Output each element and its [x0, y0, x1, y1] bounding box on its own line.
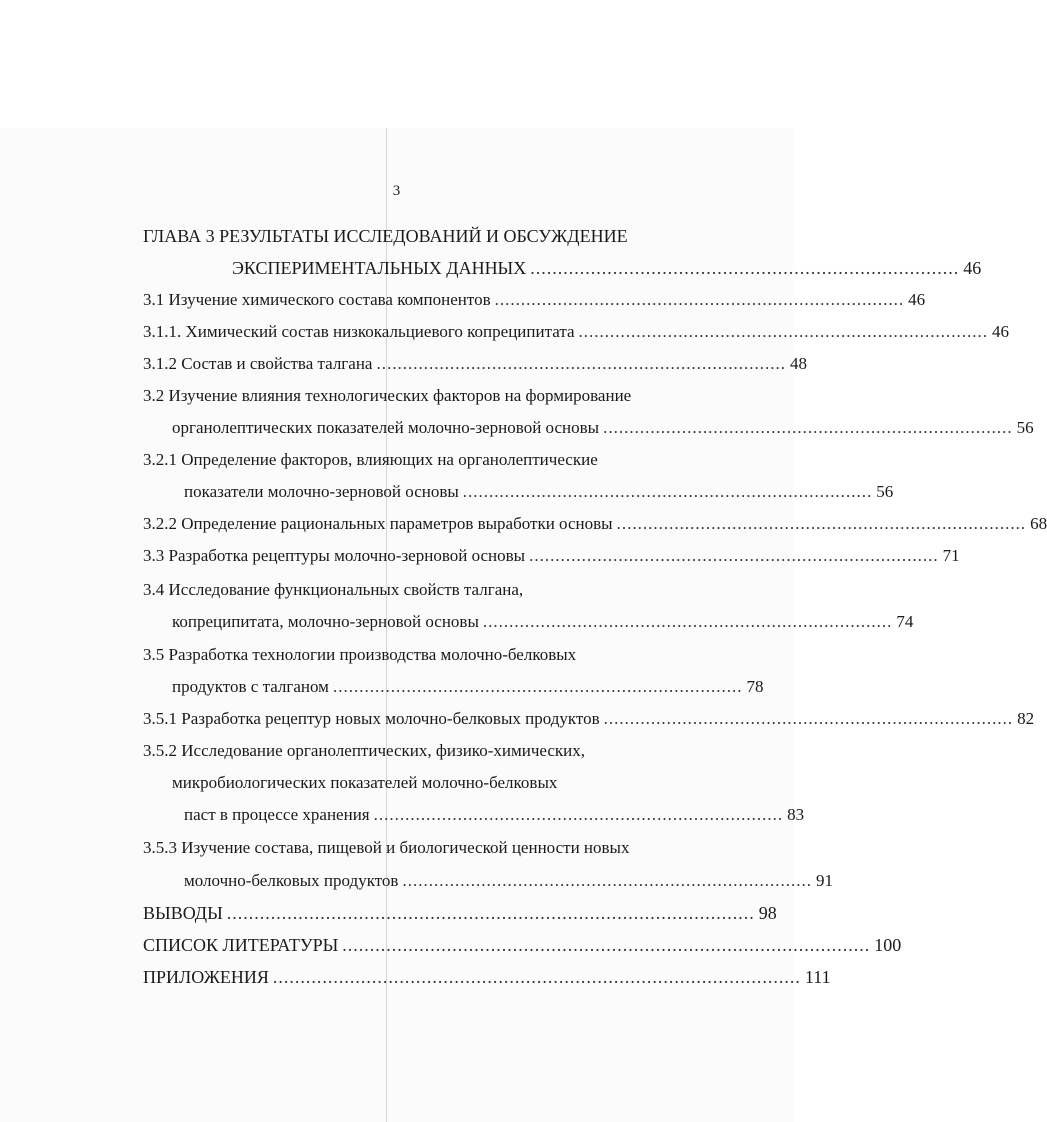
toc-page-number: 71 — [942, 546, 960, 565]
toc-entry-chapter[interactable] — [232, 258, 982, 286]
leader-dots: .............................................................................. — [616, 514, 1027, 533]
toc-page-number: 91 — [815, 871, 833, 890]
toc-title: микробиологических показателей молочно-белковых — [172, 773, 558, 792]
toc-title: показатели молочно-зерновой основы — [184, 482, 459, 501]
toc-title: 3.2 Изучение влияния технологических факторов на формирование — [143, 386, 632, 405]
toc-title: СПИСОК ЛИТЕРАТУРЫ — [143, 935, 339, 955]
toc-entry[interactable] — [143, 322, 1010, 350]
toc-entry[interactable] — [143, 935, 902, 963]
toc-entry[interactable] — [172, 612, 914, 640]
leader-dots: .............................................................................. — [332, 677, 743, 696]
leader-dots: ................................................................................................ — [342, 935, 871, 955]
leader-dots: ................................................................................................ — [272, 967, 801, 987]
toc-title: 3.3 Разработка рецептуры молочно-зерновой основы — [143, 546, 526, 565]
toc-entry[interactable] — [143, 354, 807, 382]
toc-title: 3.1.1. Химический состав низкокальциевого копреципитата — [143, 322, 575, 341]
toc-entry-line2 — [172, 773, 726, 801]
chapter-title: ГЛАВА 3 РЕЗУЛЬТАТЫ ИССЛЕДОВАНИЙ И ОБСУЖДЕНИЕ — [143, 226, 628, 246]
toc-title: 3.1 Изучение химического состава компонентов — [143, 290, 491, 309]
toc-page-number: 82 — [1017, 709, 1035, 728]
toc-entry[interactable] — [143, 967, 831, 995]
chapter-subtitle: ЭКСПЕРИМЕНТАЛЬНЫХ ДАННЫХ — [232, 258, 527, 278]
chapter-heading-line1 — [143, 226, 703, 254]
toc-title: 3.2.2 Определение рациональных параметров выработки основы — [143, 514, 613, 533]
toc-entry[interactable] — [184, 805, 805, 833]
leader-dots: .............................................................................. — [376, 354, 786, 373]
toc-entry[interactable] — [184, 482, 894, 510]
toc-title: копреципитата, молочно-зерновой основы — [172, 612, 479, 631]
toc-entry-line1 — [143, 838, 726, 866]
toc-title: 3.5 Разработка технологии производства молочно-белковых — [143, 645, 577, 664]
toc-page-number: 56 — [1016, 418, 1034, 437]
toc-page-number: 78 — [746, 677, 764, 696]
toc-title: ВЫВОДЫ — [143, 903, 223, 923]
toc-page-number: 48 — [789, 354, 807, 373]
toc-entry[interactable] — [143, 546, 960, 574]
toc-title: 3.5.2 Исследование органолептических, физико-химических, — [143, 741, 585, 760]
toc-title: паст в процессе хранения — [184, 805, 370, 824]
toc-title: ПРИЛОЖЕНИЯ — [143, 967, 269, 987]
toc-title: 3.5.1 Разработка рецептур новых молочно-белковых продуктов — [143, 709, 600, 728]
leader-dots: .............................................................................. — [494, 290, 905, 309]
toc-page-number: 100 — [874, 935, 902, 955]
toc-page-number: 98 — [758, 903, 777, 923]
toc-entry[interactable] — [143, 514, 1047, 542]
leader-dots: .............................................................................. — [529, 546, 939, 565]
toc-page-number: 68 — [1030, 514, 1047, 533]
toc-title: продуктов с талганом — [172, 677, 329, 696]
toc-page-number: 46 — [992, 322, 1010, 341]
toc-title: молочно-белковых продуктов — [184, 871, 399, 890]
leader-dots: .............................................................................. — [402, 871, 812, 890]
toc-entry-line1 — [143, 450, 726, 478]
leader-dots: .............................................................................. — [603, 709, 1014, 728]
toc-entry-line1 — [143, 645, 726, 673]
toc-page-number: 46 — [908, 290, 926, 309]
toc-entry[interactable] — [184, 871, 833, 899]
toc-entry-line1 — [143, 386, 726, 414]
leader-dots: .............................................................................. — [578, 322, 989, 341]
toc-title: 3.4 Исследование функциональных свойств талгана, — [143, 580, 524, 599]
leader-dots: .............................................................................. — [530, 258, 960, 278]
toc-page-number: 46 — [963, 258, 982, 278]
toc-page-number: 111 — [804, 967, 831, 987]
toc-page-number: 83 — [787, 805, 805, 824]
toc-entry[interactable] — [143, 903, 777, 931]
leader-dots: ................................................................................................ — [226, 903, 755, 923]
page-number: 3 — [392, 183, 401, 199]
leader-dots: .............................................................................. — [603, 418, 1013, 437]
toc-title: 3.1.2 Состав и свойства талгана — [143, 354, 373, 373]
toc-page-number: 56 — [876, 482, 894, 501]
toc-entry-line1 — [143, 580, 726, 608]
toc-entry[interactable] — [143, 290, 926, 318]
leader-dots: .............................................................................. — [462, 482, 873, 501]
leader-dots: .............................................................................. — [373, 805, 784, 824]
toc-entry[interactable] — [143, 709, 1035, 737]
toc-title: 3.5.3 Изучение состава, пищевой и биологической ценности новых — [143, 838, 630, 857]
leader-dots: .............................................................................. — [482, 612, 893, 631]
toc-title: 3.2.1 Определение факторов, влияющих на органолептические — [143, 450, 598, 469]
toc-entry-line1 — [143, 741, 726, 769]
toc-entry[interactable] — [172, 677, 764, 705]
toc-page-number: 74 — [896, 612, 914, 631]
toc-title: органолептических показателей молочно-зерновой основы — [172, 418, 600, 437]
toc-entry[interactable] — [172, 418, 1034, 446]
